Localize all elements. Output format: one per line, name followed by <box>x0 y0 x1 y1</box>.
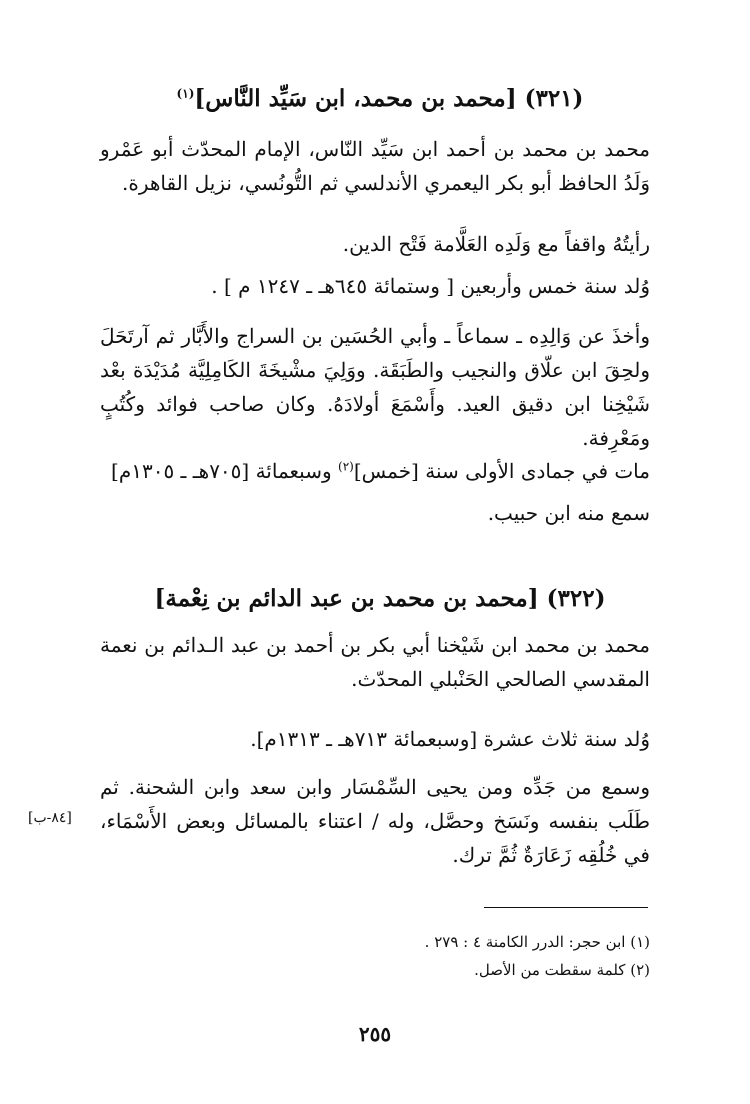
footnote-ref-2: (٢) <box>338 459 354 474</box>
footnote-2: (٢) كلمة سقطت من الأصل. <box>474 961 650 979</box>
entry-322-paragraph-3: وسمع من جَدِّه ومن يحيى السِّمْسَار وابن سعد وابن الشحنة. ثم طَلَب بنفسه ونَسَخ وحصَّل، وله / اعتناء بالمسائل وبعض الأَسْمَاء، في خُلُقِه زَعَارَةٌ ثُمَّ ترك. <box>100 775 650 867</box>
entry-321-paragraph-6: سمع منه ابن حبيب. <box>487 501 650 525</box>
entry-321-title: (٣٢١) [محمد بن محمد، ابن سَيِّد النَّاس]$^{(١)}$ <box>176 85 584 112</box>
footnote-ref-1: (١) <box>176 86 195 101</box>
entry-321-paragraph-2: رأيتُهُ واقفاً مع وَلَدِه العَلَّامة فَتْح الدين. <box>342 232 650 256</box>
entry-321-paragraph-1: محمد بن محمد بن أحمد ابن سَيِّد النّاس، الإمام المحدّث أبو عَمْرو وَلَدُ الحافظ أبو بكر اليعمري الأندلسي ثم التُّونُسي، نزيل القاهرة. <box>100 137 650 195</box>
page-number: ٢٥٥ <box>358 1022 392 1046</box>
entry-322-title: (٣٢٢) [محمد بن محمد بن عبد الدائم بن نِعْمة] <box>154 585 606 612</box>
entry-322-paragraph-2: وُلد سنة ثلاث عشرة [وسبعمائة ٧١٣هـ ـ ١٣١٣م]. <box>250 727 650 751</box>
entry-322-paragraph-1: محمد بن محمد ابن شَيْخنا أبي بكر بن أحمد بن عبد الـدائم بن نعمة المقدسي الصالحي الحَنْبلي المحدّث. <box>100 633 650 691</box>
entry-321-death-line: مات في جمادى الأولى سنة [خمس]$^{(٢)}$ وسبعمائة [٧٠٥هـ ـ ١٣٠٥م] <box>111 459 650 483</box>
entry-321-paragraph-3: وُلد سنة خمس وأربعين [ وستمائة ٦٤٥هـ ـ ١٢٤٧ م ] . <box>211 274 650 298</box>
footnote-1: (١) ابن حجر: الدرر الكامنة ٤ : ٢٧٩ . <box>424 933 650 951</box>
footnote-divider <box>484 907 648 908</box>
entry-321-paragraph-4: وأخذَ عن وَالِدِه ـ سماعاً ـ وأبي الحُسَين بن السراج والأَبَّار ثم آرتَحَلَ ولحِقَ ابن علّاق والنجيب والطَبَقَة. ووَلِيَ مشْيخَةَ الكَامِلِيَّة مُدَيْدَة بعْد شَيْخِنا ابن دقيق العيد. وأَسْمَعَ أولادَهُ. وكان صاحب فوائد وكُتُبٍ ومَعْرِفة. <box>100 324 650 450</box>
manuscript-folio-marker: [٨٤-ب] <box>28 810 72 826</box>
